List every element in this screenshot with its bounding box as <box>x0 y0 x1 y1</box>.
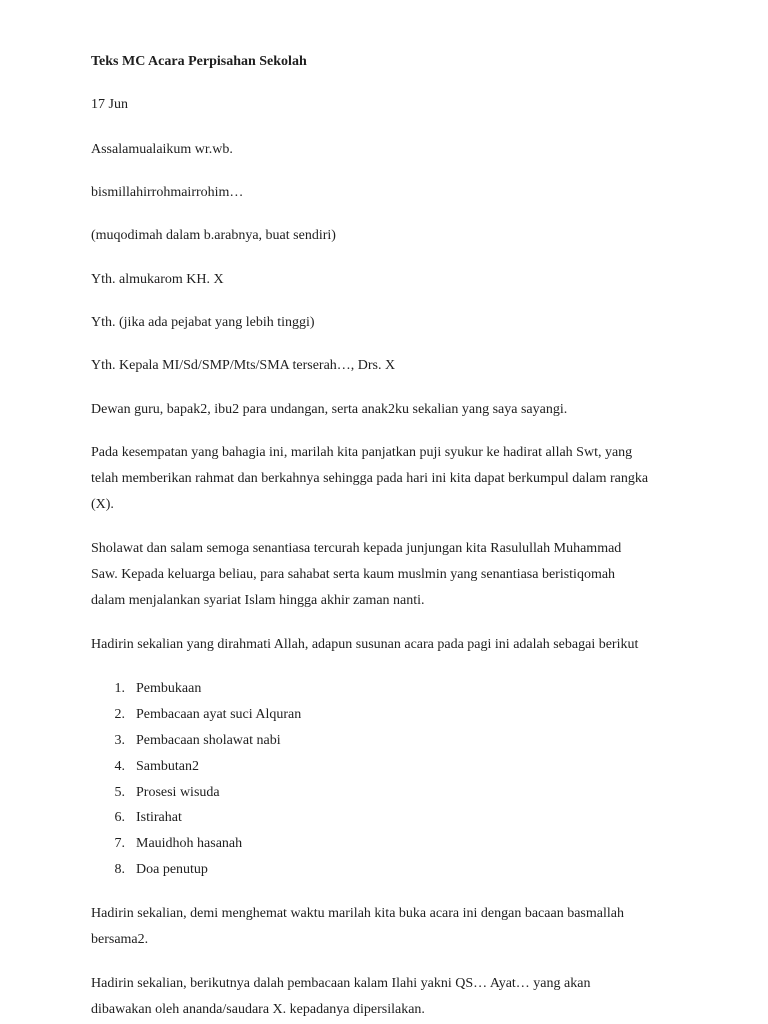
susunan-acara-intro: Hadirin sekalian yang dirahmati Allah, adapun susunan acara pada pagi ini adalah sebagai berikut <box>91 637 639 652</box>
list-item: 3. Pembacaan sholawat nabi <box>114 732 281 748</box>
buka-acara-paragraph <box>91 901 691 953</box>
dewan-guru-paragraph: Dewan guru, bapak2, ibu2 para undangan, serta anak2ku sekalian yang saya sayangi. <box>91 402 568 417</box>
document-title: Teks MC Acara Perpisahan Sekolah <box>91 54 307 69</box>
paragraph-line: Hadirin sekalian, berikutnya dalah pembacaan kalam Ilahi yakni QS… Ayat… yang akan <box>91 976 591 991</box>
paragraph-line: telah memberikan rahmat dan berkahnya sehingga pada hari ini kita dapat berkumpul dalam rangka <box>91 471 649 486</box>
greeting-text: Assalamualaikum wr.wb. <box>91 142 233 157</box>
list-item: 6. Istirahat <box>114 810 182 826</box>
agenda-list <box>91 676 301 883</box>
list-item: 4. Sambutan2 <box>114 758 199 774</box>
list-item: 7. Mauidhoh hasanah <box>114 836 243 852</box>
pembacaan-kalam-paragraph <box>91 971 691 1023</box>
paragraph-line: Pada kesempatan yang bahagia ini, marilah kita panjatkan puji syukur ke hadirat allah Swt, yang <box>91 445 633 460</box>
paragraph-line: bersama2. <box>91 932 149 947</box>
paragraph-line: dibawakan oleh ananda/saudara X. kepadanya dipersilakan. <box>91 1002 425 1017</box>
list-item: 8. Doa penutup <box>114 862 208 878</box>
yth-pejabat-text: Yth. (jika ada pejabat yang lebih tinggi) <box>91 315 315 330</box>
paragraph-line: (X). <box>91 497 114 512</box>
list-item: 5. Prosesi wisuda <box>114 784 220 800</box>
list-item: 2. Pembacaan ayat suci Alquran <box>114 706 302 722</box>
sholawat-paragraph <box>91 536 691 614</box>
paragraph-line: Saw. Kepada keluarga beliau, para sahabat serta kaum muslmin yang senantiasa beristiqomah <box>91 567 616 582</box>
yth-kh-text: Yth. almukarom KH. X <box>91 272 224 287</box>
muqodimah-text: (muqodimah dalam b.arabnya, buat sendiri) <box>91 228 336 243</box>
paragraph-line: Sholawat dan salam semoga senantiasa tercurah kepada junjungan kita Rasulullah Muhammad <box>91 541 622 556</box>
paragraph-line: dalam menjalankan syariat Islam hingga akhir zaman nanti. <box>91 593 425 608</box>
paragraph-line: Hadirin sekalian, demi menghemat waktu marilah kita buka acara ini dengan bacaan basmallah <box>91 906 624 921</box>
kesempatan-paragraph <box>91 440 691 518</box>
list-item: 1. Pembukaan <box>114 681 202 696</box>
yth-kepala-text: Yth. Kepala MI/Sd/SMP/Mts/SMA terserah…, Drs. X <box>91 358 396 373</box>
basmalah-text: bismillahirrohmairrohim… <box>91 185 244 200</box>
date-text: 17 Jun <box>91 97 128 112</box>
